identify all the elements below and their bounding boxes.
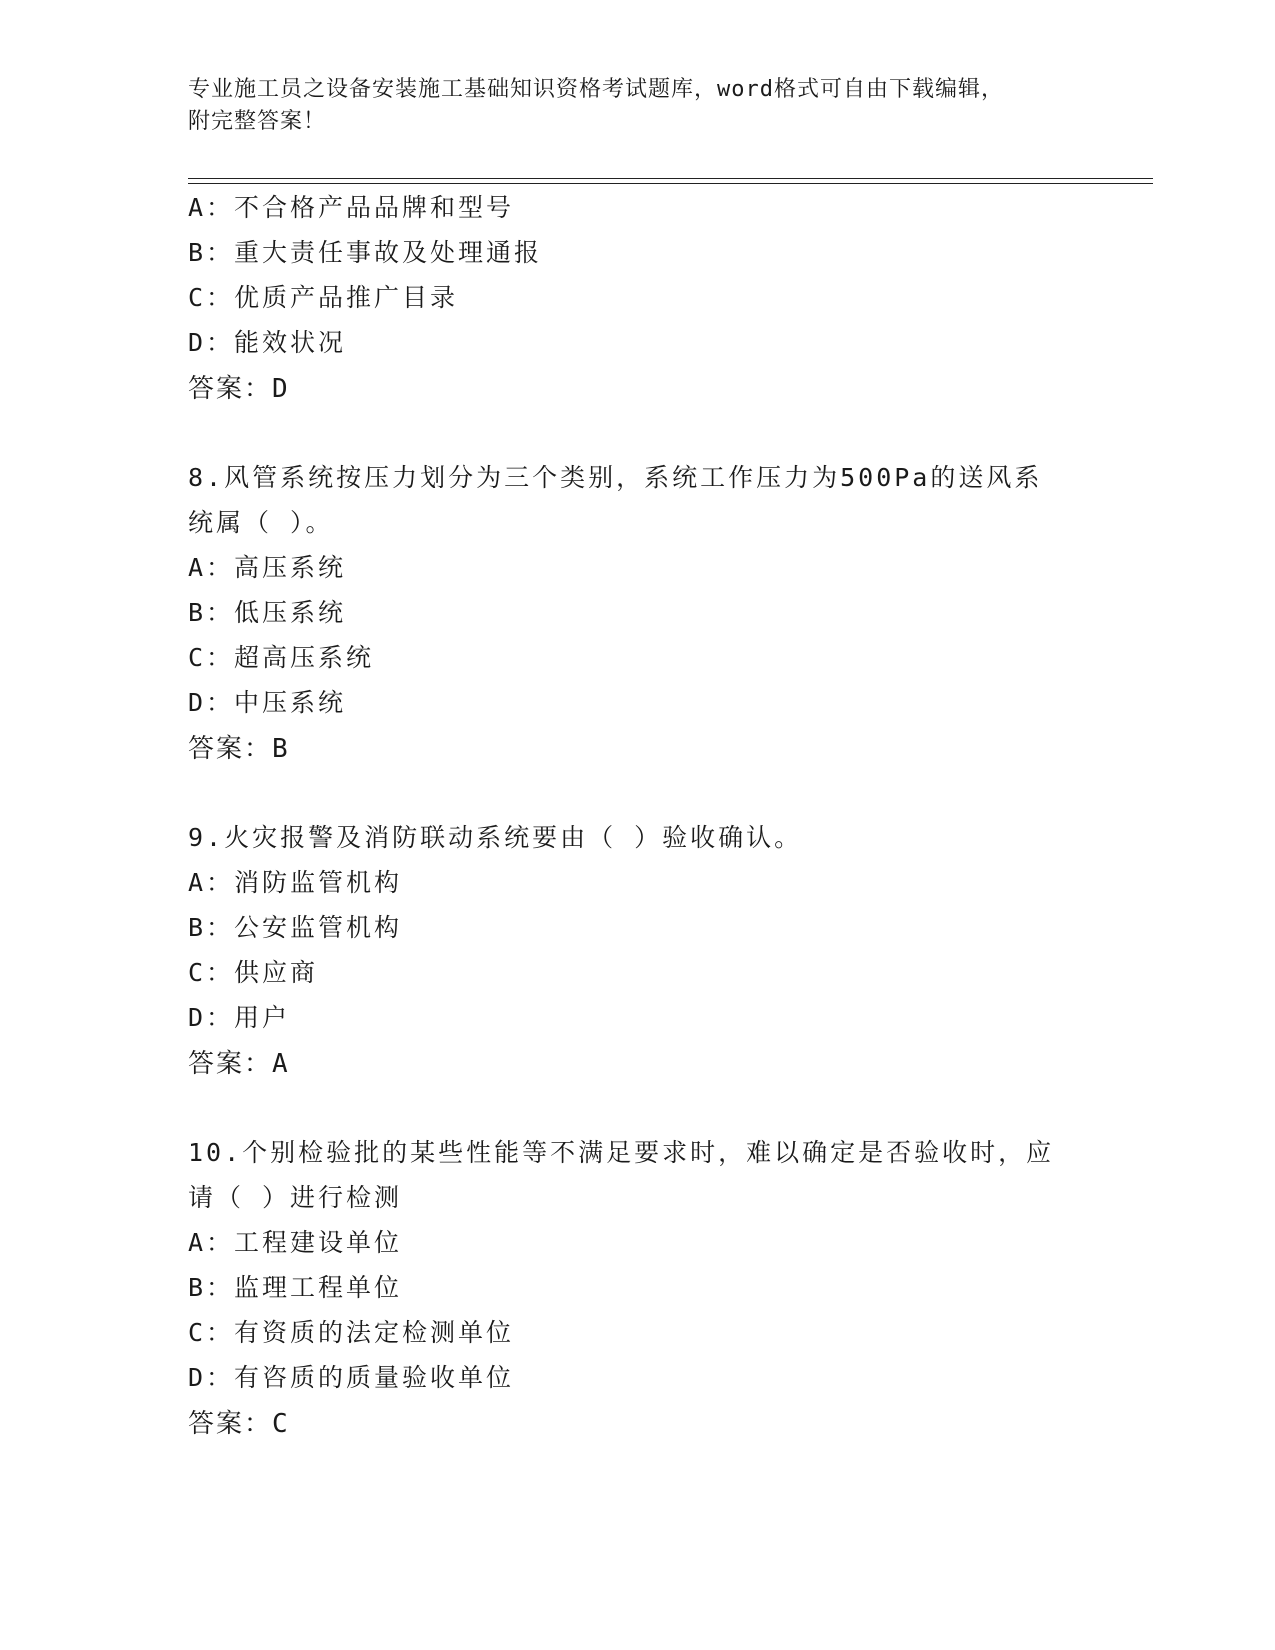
document-header bbox=[188, 74, 1088, 138]
q9-answer-value: A bbox=[272, 1049, 288, 1079]
q7-answer-label: 答案： bbox=[188, 374, 273, 404]
q8-option-c: C：超高压系统 bbox=[188, 643, 375, 672]
q10-answer bbox=[188, 1408, 288, 1440]
q10-option-a: A：工程建设单位 bbox=[188, 1228, 403, 1257]
header-divider-top bbox=[188, 178, 1153, 179]
q7-option-a: A：不合格产品品牌和型号 bbox=[188, 193, 515, 222]
q7-option-d: D：能效状况 bbox=[188, 328, 347, 357]
q8-option-d: D：中压系统 bbox=[188, 688, 347, 717]
q9-option-d: D：用户 bbox=[188, 1003, 291, 1032]
q9-stem-line-1: 9.火灾报警及消防联动系统要由（ ）验收确认。 bbox=[188, 823, 803, 852]
q7-answer-value: D bbox=[272, 374, 288, 404]
q7-option-c: C：优质产品推广目录 bbox=[188, 283, 459, 312]
q10-option-b: B：监理工程单位 bbox=[188, 1273, 403, 1302]
q10-option-c: C：有资质的法定检测单位 bbox=[188, 1318, 515, 1347]
q10-answer-value: C bbox=[272, 1409, 288, 1439]
q8-answer-label: 答案： bbox=[188, 734, 273, 764]
q7-option-b: B：重大责任事故及处理通报 bbox=[188, 238, 543, 267]
q10-option-d: D：有咨质的质量验收单位 bbox=[188, 1363, 515, 1392]
q9-option-a: A：消防监管机构 bbox=[188, 868, 403, 897]
q8-option-a: A：高压系统 bbox=[188, 553, 347, 582]
q8-answer bbox=[188, 733, 288, 765]
header-line-2: 附完整答案！ bbox=[188, 109, 327, 134]
q9-answer bbox=[188, 1048, 288, 1080]
q8-stem-line-2: 统属（ ）。 bbox=[188, 508, 334, 537]
q8-stem-line-1: 8.风管系统按压力划分为三个类别，系统工作压力为500Pa的送风系 bbox=[188, 463, 1043, 492]
q7-answer bbox=[188, 373, 288, 405]
q8-option-b: B：低压系统 bbox=[188, 598, 347, 627]
header-divider-bottom bbox=[188, 183, 1153, 184]
q9-option-c: C：供应商 bbox=[188, 958, 319, 987]
q9-answer-label: 答案： bbox=[188, 1049, 273, 1079]
q10-stem-line-2: 请（ ）进行检测 bbox=[188, 1183, 403, 1212]
q9-option-b: B：公安监管机构 bbox=[188, 913, 403, 942]
q10-stem-line-1: 10.个别检验批的某些性能等不满足要求时，难以确定是否验收时，应 bbox=[188, 1138, 1055, 1167]
q10-answer-label: 答案： bbox=[188, 1409, 273, 1439]
header-line-1: 专业施工员之设备安装施工基础知识资格考试题库，word格式可自由下载编辑， bbox=[188, 77, 1004, 102]
q8-answer-value: B bbox=[272, 734, 288, 764]
